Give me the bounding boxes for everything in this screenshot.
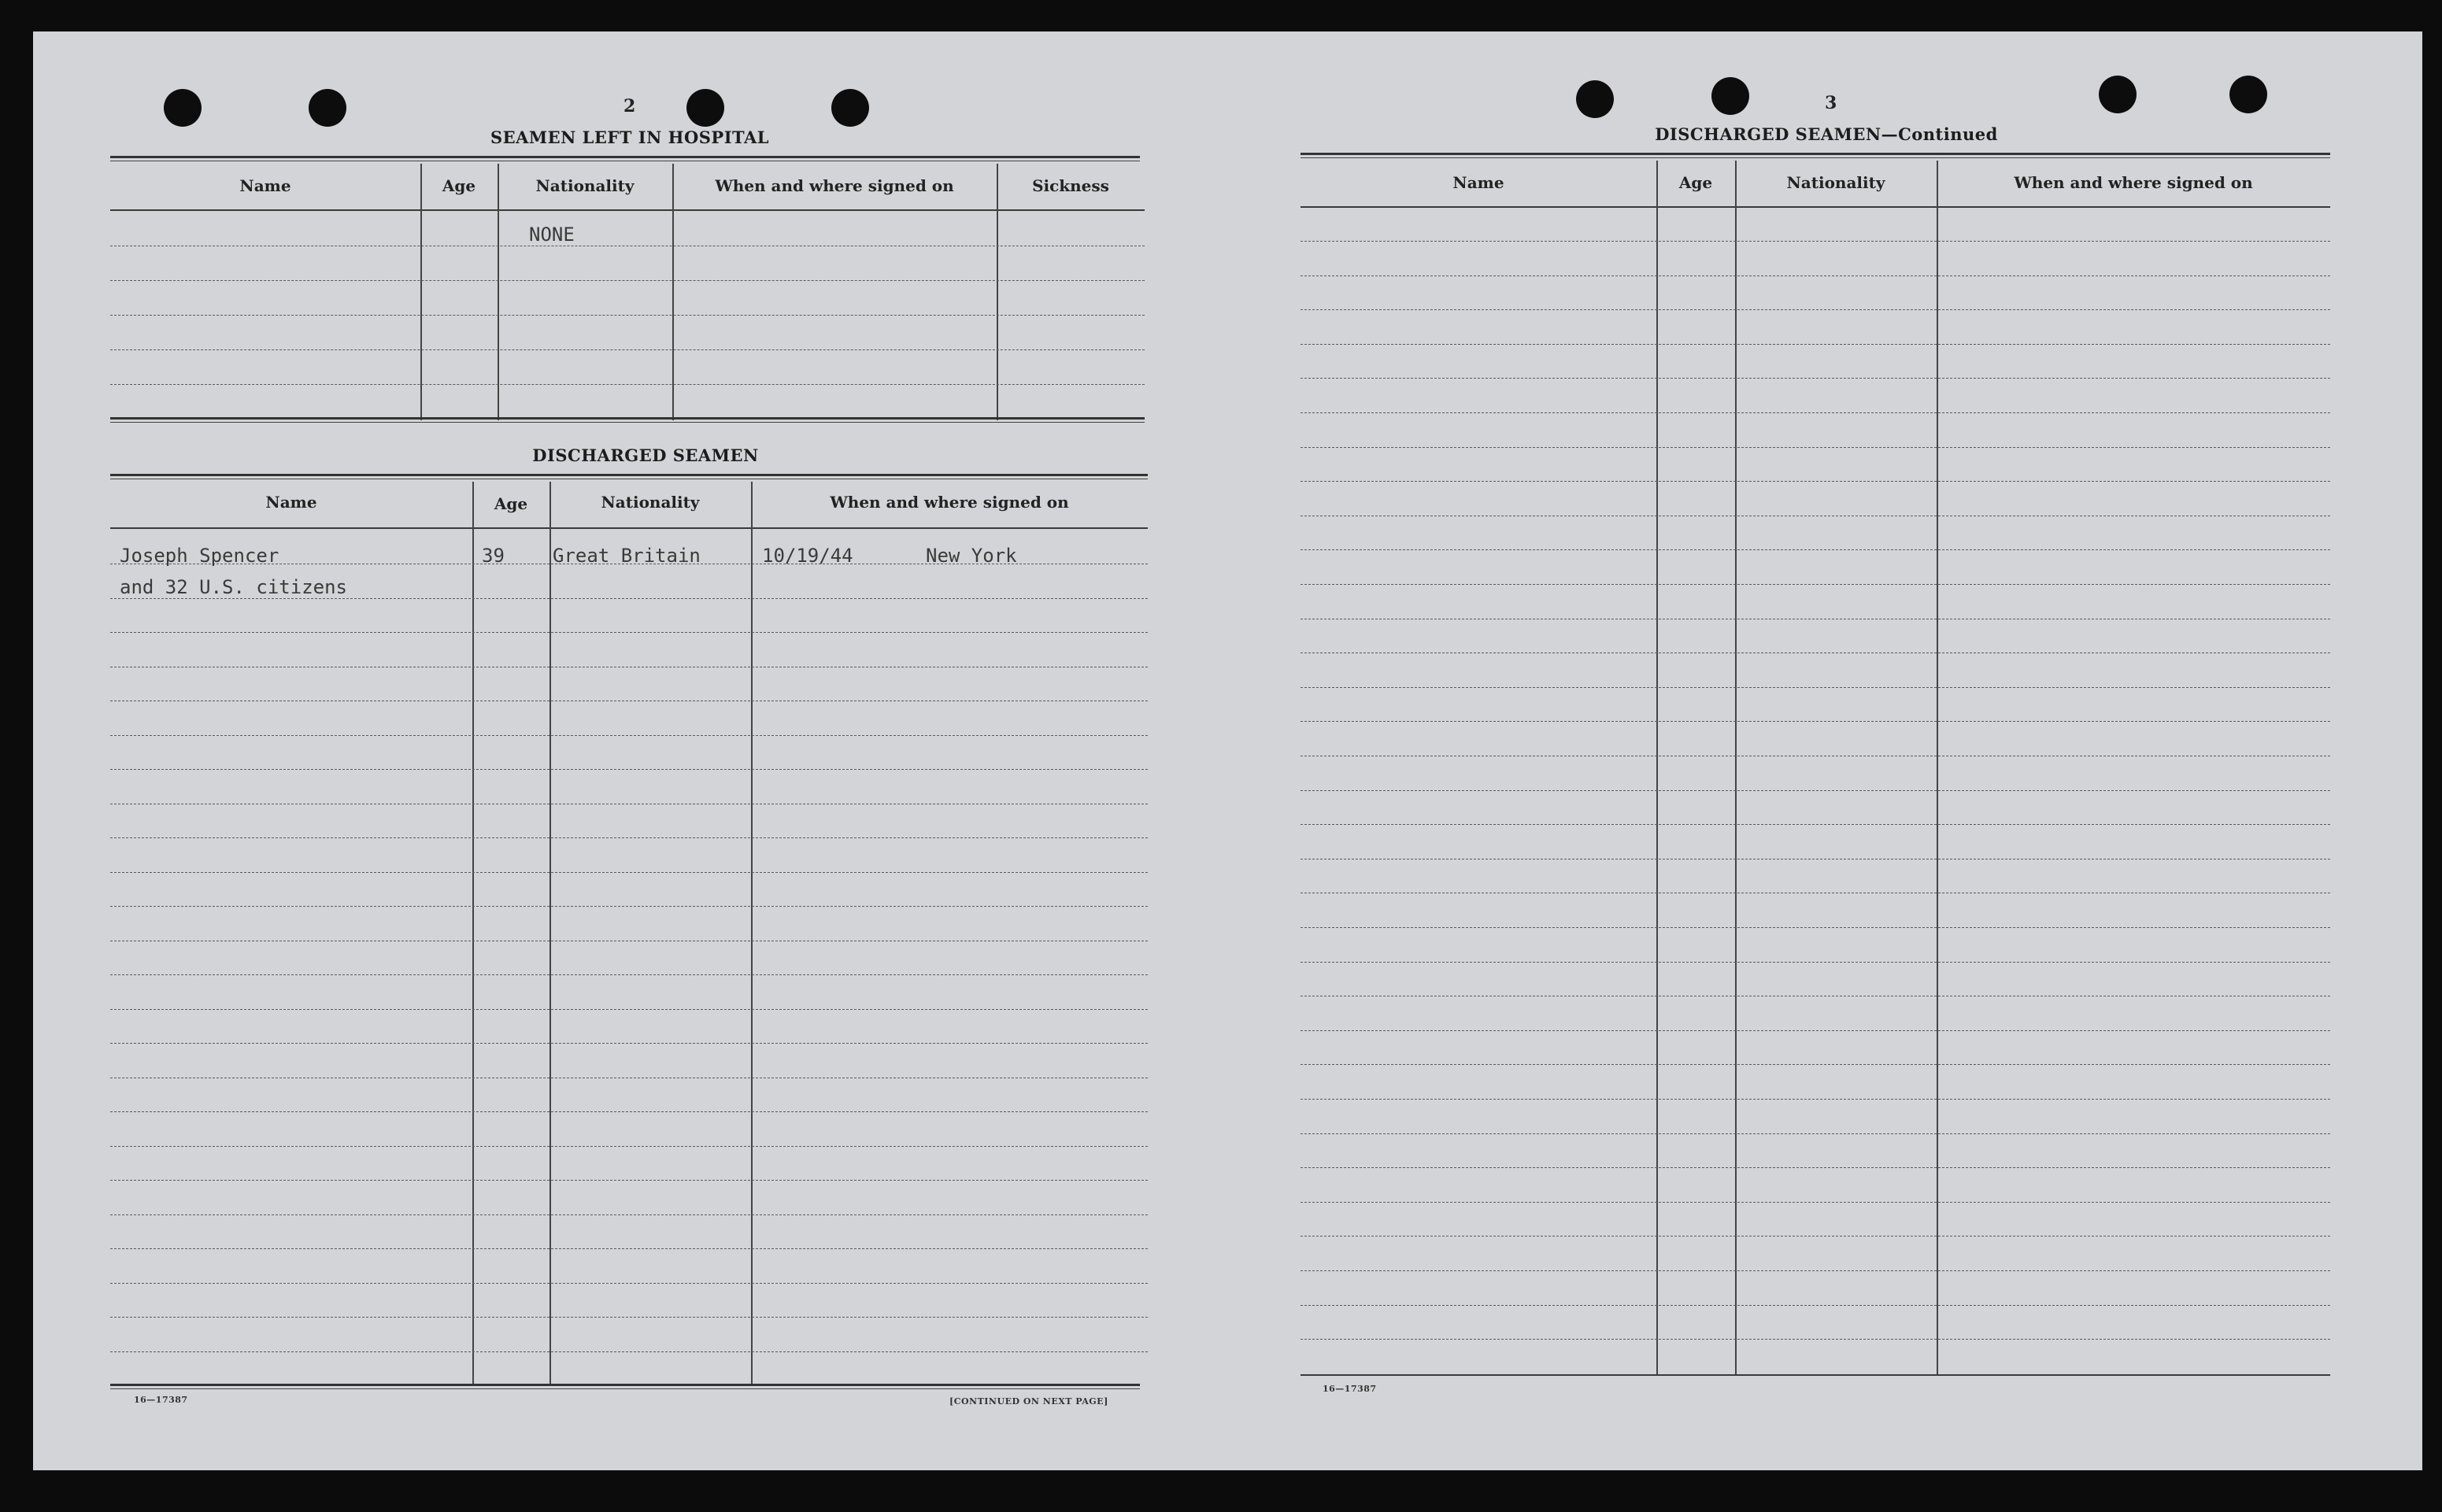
- row-line: [1301, 447, 2330, 448]
- row-line: [1301, 241, 2330, 242]
- col-header-nationality: Nationality: [1786, 173, 1885, 192]
- row-line: [1301, 1236, 2330, 1237]
- page-number: 2: [623, 96, 636, 116]
- row-line: [1301, 790, 2330, 791]
- row-place: New York: [926, 545, 1017, 567]
- row-line: [110, 280, 1145, 281]
- row-line: [110, 349, 1145, 350]
- row-line: [1301, 378, 2330, 379]
- punch-hole: [309, 89, 346, 127]
- form-number: 16—17387: [1323, 1384, 1377, 1394]
- col-header-sickness: Sickness: [1032, 176, 1109, 195]
- row-line: [1301, 721, 2330, 722]
- row-line: [110, 1248, 1148, 1249]
- row-line: [110, 872, 1148, 873]
- row-line: [110, 1351, 1148, 1352]
- col-header-nationality: Nationality: [601, 493, 700, 512]
- row-name: Joseph Spencer: [120, 545, 279, 567]
- row-line: [1301, 1133, 2330, 1134]
- row-line: [1301, 412, 2330, 413]
- row-nationality: Great Britain: [553, 545, 701, 567]
- row-line: [110, 1180, 1148, 1181]
- row-line: [110, 1111, 1148, 1112]
- page-number: 3: [1825, 93, 1837, 113]
- header-rule: [1301, 206, 2330, 208]
- row-line: [1301, 275, 2330, 276]
- discharged-section-title: DISCHARGED SEAMEN: [532, 445, 759, 465]
- row-line: [1301, 1270, 2330, 1271]
- row-line: [110, 1146, 1148, 1147]
- row-line: [1301, 344, 2330, 345]
- col-header-signed-on: When and where signed on: [715, 176, 954, 195]
- row-line: [1301, 1339, 2330, 1340]
- table-bottom-rule: [110, 1384, 1140, 1389]
- header-rule: [110, 209, 1145, 211]
- column-divider: [1937, 161, 1938, 1376]
- row-line: [110, 735, 1148, 736]
- hospital-entry: NONE: [529, 224, 575, 246]
- row-line: [1301, 1305, 2330, 1306]
- punch-hole: [164, 89, 202, 127]
- column-divider: [1735, 161, 1737, 1376]
- hospital-section-title: SEAMEN LEFT IN HOSPITAL: [490, 128, 770, 147]
- row-line: [1301, 481, 2330, 482]
- row-line: [1301, 1099, 2330, 1100]
- column-divider: [498, 164, 499, 420]
- row-line: [1301, 549, 2330, 550]
- col-header-name: Name: [265, 493, 317, 512]
- punch-hole: [831, 89, 869, 127]
- row-line: [110, 1317, 1148, 1318]
- row-line: [110, 632, 1148, 633]
- column-divider: [997, 164, 998, 420]
- row-line: [110, 769, 1148, 770]
- row-line: [1301, 652, 2330, 653]
- section-rule: [110, 474, 1148, 479]
- row-line: [1301, 824, 2330, 825]
- column-divider: [549, 482, 551, 1385]
- row-line: [110, 1009, 1148, 1010]
- col-header-signed-on: When and where signed on: [830, 493, 1069, 512]
- row-line: [110, 837, 1148, 838]
- discharged-continued-title: DISCHARGED SEAMEN—Continued: [1655, 124, 1998, 144]
- column-divider: [751, 482, 753, 1385]
- row-date: 10/19/44: [762, 545, 853, 567]
- row-line: [1301, 584, 2330, 585]
- punch-hole: [1576, 80, 1614, 118]
- row-line: [1301, 687, 2330, 688]
- row-name: and 32 U.S. citizens: [120, 576, 347, 598]
- row-line: [110, 974, 1148, 975]
- row-line: [110, 384, 1145, 385]
- column-divider: [472, 482, 474, 1385]
- row-line: [1301, 1064, 2330, 1065]
- section-rule: [1301, 153, 2330, 158]
- col-header-signed-on: When and where signed on: [2014, 173, 2253, 192]
- row-line: [1301, 1030, 2330, 1031]
- punch-hole: [2229, 76, 2267, 113]
- row-line: [110, 315, 1145, 316]
- row-line: [1301, 927, 2330, 928]
- row-line: [110, 1214, 1148, 1215]
- row-line: [1301, 309, 2330, 310]
- col-header-name: Name: [1452, 173, 1504, 192]
- row-line: [110, 1283, 1148, 1284]
- column-divider: [1656, 161, 1658, 1376]
- table-bottom-rule: [110, 417, 1145, 423]
- row-line: [1301, 962, 2330, 963]
- row-line: [110, 906, 1148, 907]
- row-line: [110, 1043, 1148, 1044]
- form-number: 16—17387: [134, 1395, 188, 1405]
- col-header-age: Age: [1678, 173, 1713, 192]
- col-header-nationality: Nationality: [535, 176, 635, 195]
- row-line: [1301, 1167, 2330, 1168]
- row-age: 39: [482, 545, 505, 567]
- punch-hole: [1711, 77, 1749, 115]
- col-header-age: Age: [442, 176, 476, 195]
- punch-hole: [686, 89, 724, 127]
- col-header-name: Name: [239, 176, 291, 195]
- header-rule: [110, 527, 1148, 529]
- document-page: [33, 31, 2422, 1470]
- column-divider: [672, 164, 674, 420]
- section-rule: [110, 156, 1140, 161]
- col-header-age: Age: [494, 494, 528, 513]
- punch-hole: [2099, 76, 2137, 113]
- row-line: [1301, 859, 2330, 860]
- table-bottom-rule: [1301, 1374, 2330, 1376]
- row-line: [1301, 1202, 2330, 1203]
- continued-note: [CONTINUED ON NEXT PAGE]: [949, 1396, 1108, 1407]
- column-divider: [420, 164, 422, 420]
